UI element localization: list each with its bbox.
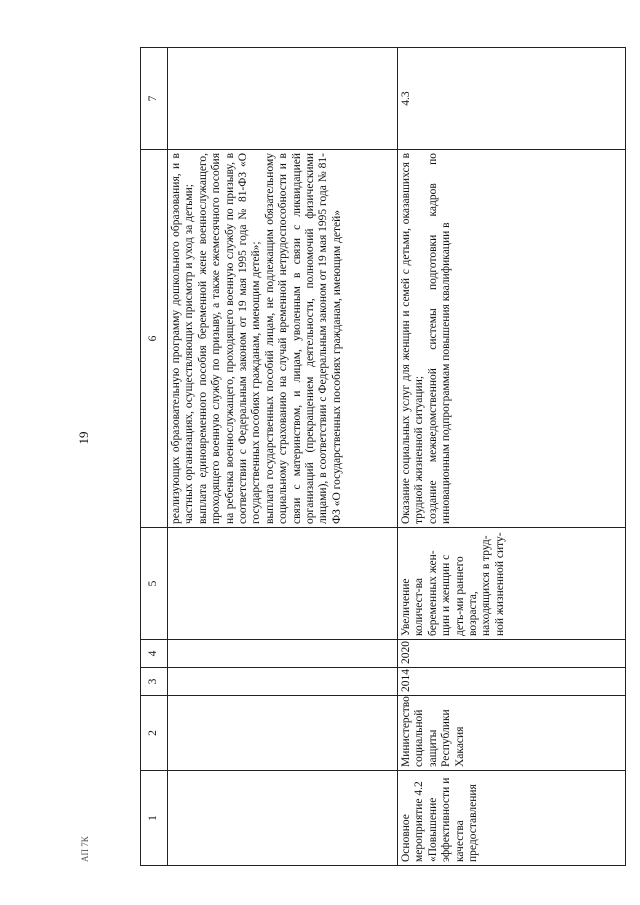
program-table	[140, 47, 626, 866]
activity-text-1: Оказание социальных услуг для женщин и семей с детьми, оказавшихся в трудной жизненной ситуации;	[400, 153, 426, 524]
cell-main-col1	[168, 771, 398, 866]
cell-main-col6	[168, 150, 398, 528]
cell-measure-name: Основное мероприятие 4.2 «Повышение эффективности и качества предоставления	[398, 771, 626, 866]
header-col-4: 4	[141, 640, 168, 668]
measure-text-3: выплата государственных пособий лицам, не подлежащим обязательному социальному страхованию на случай временной нетрудоспособности и в связи с материнством, и лицам, уволенным в связи с ликвидацией организаций (прекращением деятельности, полномочий физическими лицами), в соответствии с Федеральным законом от 19 мая 1995 года № 81-ФЗ «О государственных пособиях гражданам, имеющим детей»	[263, 153, 343, 524]
cell-main-col7	[168, 48, 398, 150]
cell-start-year: 2014	[398, 668, 626, 696]
table-row-measure-4-2	[398, 48, 626, 866]
cell-activities	[398, 150, 626, 528]
measure-text-1: реализующих образовательную программу дошкольного образования, и в частных организациях, осуществляющих присмотр и уход за детьми;	[170, 153, 196, 524]
header-row	[141, 48, 168, 866]
footer-code: АП 7К	[80, 836, 90, 862]
header-col-7: 7	[141, 48, 168, 150]
cell-expected-result: Увеличение количест-ва беременных жен-щин и женщин с деть-ми раннего возраста, находящихся в труд-ной жизненной ситу-	[398, 528, 626, 640]
cell-indicator-ref: 4.3	[398, 48, 626, 150]
header-col-3: 3	[141, 668, 168, 696]
header-col-5: 5	[141, 528, 168, 640]
cell-end-year: 2020	[398, 640, 626, 668]
measure-text-2: выплата единовременного пособия беременной жене военнослужащего, проходящего военную службу по призыву, а также ежемесячного пособия на ребенка военнослужащего, проходящего военную службу по призыву, в соответствии с Федеральным законом от 19 мая 1995 года № 81-ФЗ «О государственных пособиях гражданам, имеющим детей»;	[196, 153, 263, 524]
cell-executor: Министерство социальной защиты Республики Хакасия	[398, 696, 626, 771]
header-col-1: 1	[141, 771, 168, 866]
cell-main-col4	[168, 640, 398, 668]
page-number: 19	[76, 431, 91, 445]
header-col-6: 6	[141, 150, 168, 528]
rotated-table-container	[140, 48, 626, 866]
cell-main-col2	[168, 696, 398, 771]
header-col-2: 2	[141, 696, 168, 771]
cell-main-col3	[168, 668, 398, 696]
cell-main-col5	[168, 528, 398, 640]
activity-text-2: создание межведомственной системы подготовки кадров по инновационным подпрограммам повышения квалификации в	[426, 153, 453, 524]
table-row-continuation	[168, 48, 398, 866]
